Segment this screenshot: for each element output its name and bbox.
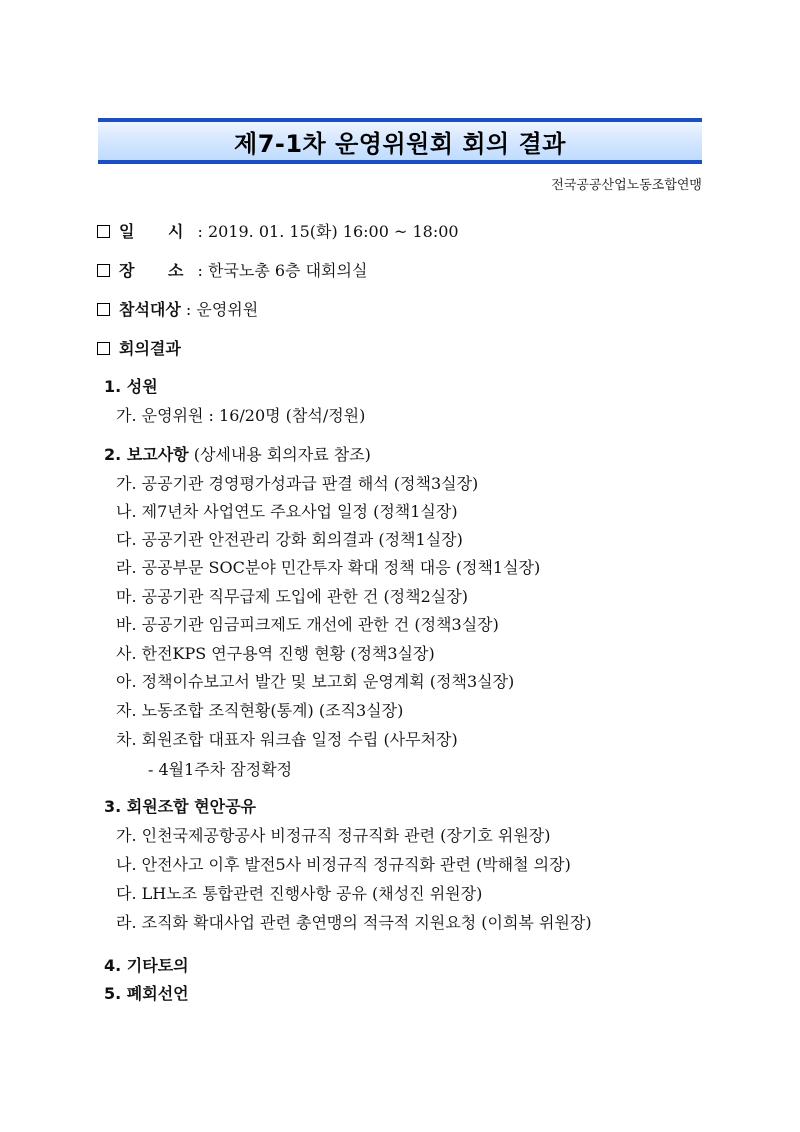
header-label: 장 소 (119, 261, 198, 280)
list-item: 나. 제7년차 사업연도 주요사업 일정 (정책1실장) (116, 502, 458, 521)
list-subitem: - 4월1주차 잠정확정 (148, 760, 293, 779)
list-item: 바. 공공기관 임금피크제도 개선에 관한 건 (정책3실장) (116, 615, 499, 634)
list-item: 가. 인천국제공항공사 비정규직 정규직화 관련 (장기호 위원장) (116, 826, 551, 845)
section-heading: 5. 폐회선언 (104, 984, 189, 1003)
header-row-results (97, 336, 181, 359)
section-heading: 4. 기타토의 (104, 956, 189, 975)
list-item: 다. 공공기관 안전관리 강화 회의결과 (정책1실장) (116, 530, 463, 549)
list-item: 라. 조직화 확대사업 관련 총연맹의 적극적 지원요청 (이희복 위원장) (116, 913, 592, 932)
header-label: 회의결과 (119, 339, 181, 358)
header-value: : 2019. 01. 15(화) 16:00 ~ 18:00 (197, 222, 459, 241)
organization-name: 전국공공산업노동조합연맹 (551, 178, 702, 193)
list-item: 다. LH노조 통합관련 진행사항 공유 (채성진 위원장) (116, 884, 483, 903)
header-label: 참석대상 (119, 300, 181, 319)
header-row-attendees (97, 297, 258, 320)
header-row-date (97, 219, 459, 242)
title-banner (98, 118, 702, 164)
document-title: 제7-1차 운영위원회 회의 결과 (234, 129, 566, 158)
checkbox-icon (97, 264, 110, 277)
section-heading: 3. 회원조합 현안공유 (104, 797, 256, 816)
list-item: 가. 공공기관 경영평가성과급 판결 해석 (정책3실장) (116, 474, 479, 493)
checkbox-icon (97, 225, 110, 238)
section-note: (상세내용 회의자료 참조) (188, 445, 371, 464)
header-label: 일 시 (119, 222, 198, 241)
list-item: 마. 공공기관 직무급제 도입에 관한 건 (정책2실장) (116, 587, 468, 606)
list-item: 라. 공공부문 SOC분야 민간투자 확대 정책 대응 (정책1실장) (116, 558, 541, 577)
checkbox-icon (97, 342, 110, 355)
list-item: 차. 회원조합 대표자 워크숍 일정 수립 (사무처장) (116, 730, 458, 749)
section-heading: 1. 성원 (104, 377, 158, 396)
list-item: 아. 정책이슈보고서 발간 및 보고회 운영계획 (정책3실장) (116, 672, 515, 691)
section-heading: 2. 보고사항 (상세내용 회의자료 참조) (104, 445, 371, 464)
checkbox-icon (97, 303, 110, 316)
list-item: 자. 노동조합 조직현황(통계) (조직3실장) (116, 701, 404, 720)
header-row-place (97, 258, 367, 281)
list-item: 사. 한전KPS 연구용역 진행 현황 (정책3실장) (116, 644, 435, 663)
list-item: 가. 운영위원 : 16/20명 (참석/정원) (116, 406, 366, 425)
list-item: 나. 안전사고 이후 발전5사 비정규직 정규직화 관련 (박해철 의장) (116, 855, 571, 874)
header-value: : 운영위원 (185, 300, 259, 319)
header-value: : 한국노총 6층 대회의실 (197, 261, 368, 280)
